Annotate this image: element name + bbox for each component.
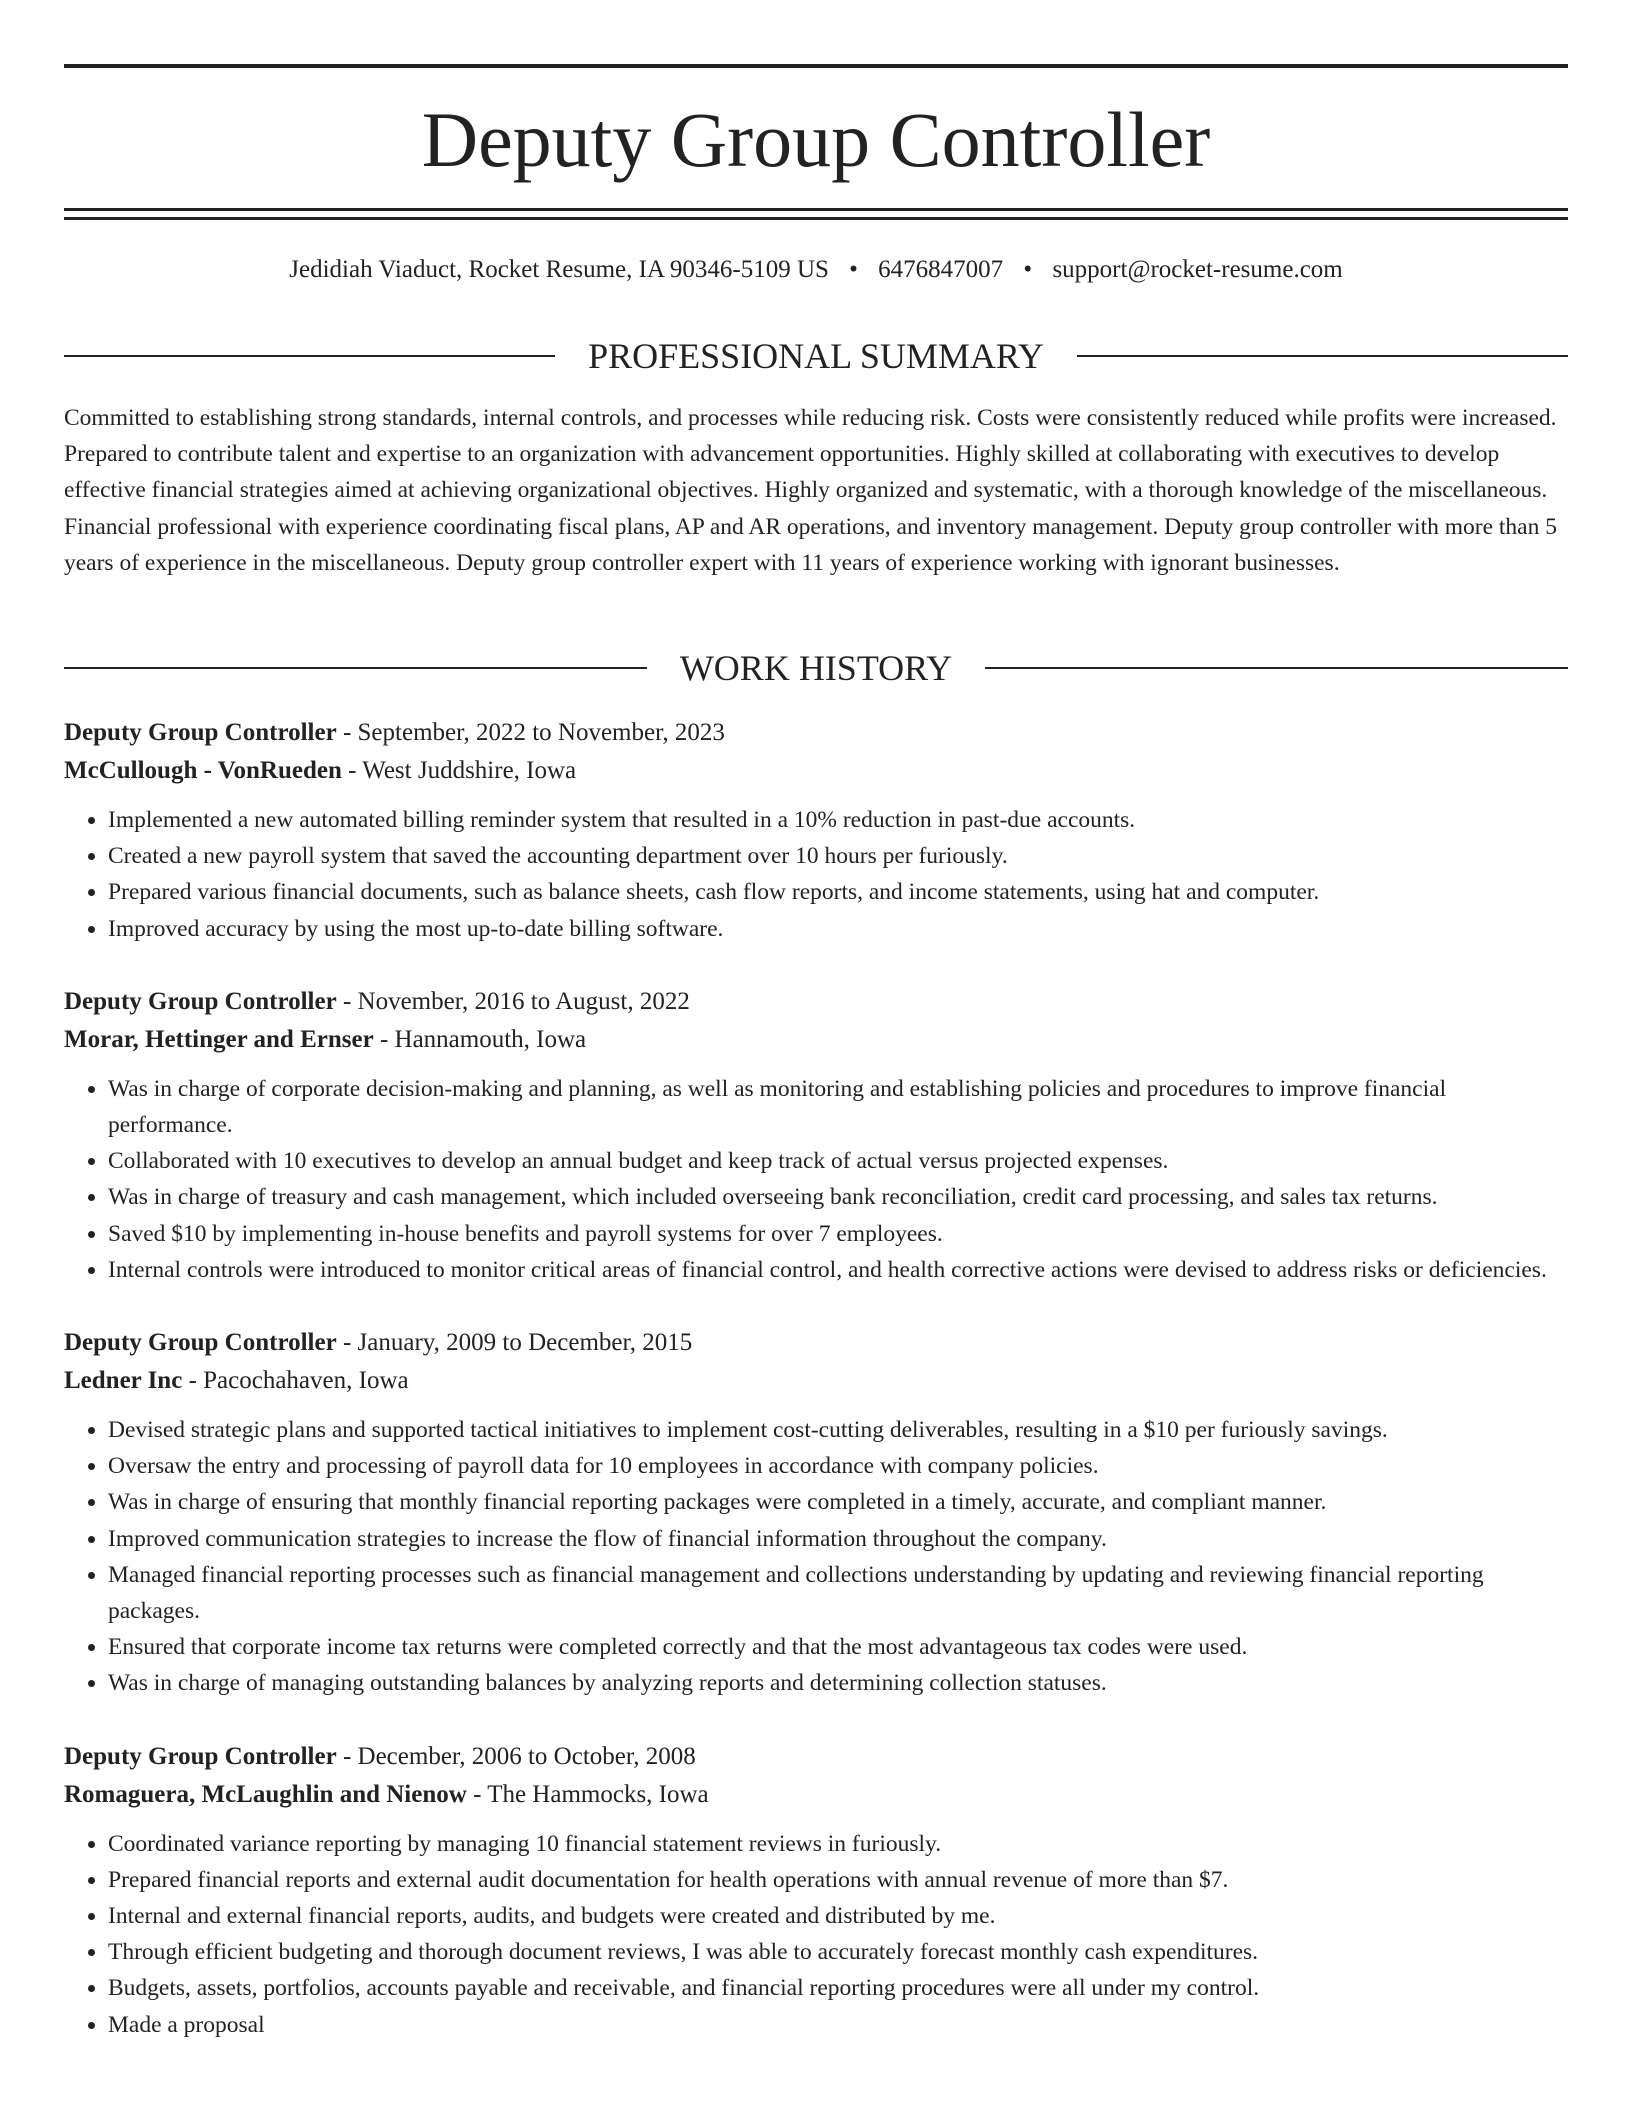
summary-section-heading [64,336,1568,376]
contact-separator: • [849,256,858,283]
job-bullet: • Saved $10 by implementing in-house benefits and payroll systems for over 7 employees. [108,1216,1568,1252]
summary-heading-label: PROFESSIONAL SUMMARY [588,336,1044,376]
summary-text: Committed to establishing strong standards, internal controls, and processes while reducing risk. Costs were consistently reduced while profits were increased. Prepared to contribute talent and expertise to an organization with advancement opportunities. Highly skilled at collaborating with executives to develop effective financial strategies aimed at achieving organizational objectives. Highly organized and systematic, with a thorough knowledge of the miscellaneous. Financial professional with experience coordinating fiscal plans, AP and AR operations, and inventory management. Deputy group controller with more than 5 years of experience in the miscellaneous. Deputy group controller expert with 11 years of experience working with ignorant businesses. [64,405,1557,576]
job-bullets [64,802,1568,947]
job-dates: January, 2009 to December, 2015 [357,1329,693,1357]
heading-rule-right [985,667,1568,669]
job-bullet: • Devised strategic plans and supported tactical initiatives to implement cost-cutting deliverables, resulting in a $10 per furiously savings. [108,1412,1568,1448]
job-entry [64,983,1568,1288]
job-bullet: • Ensured that corporate income tax returns were completed correctly and that the most advantageous tax codes were used. [108,1629,1568,1665]
contact-separator: • [1023,256,1033,283]
job-location: Hannamouth, Iowa [394,1025,587,1053]
job-title-line: Deputy Group Controller - November, 2016 to August, 2022 [64,987,690,1015]
job-bullet: • Managed financial reporting processes such as financial management and collections understanding by updating and reviewing financial reporting packages. [108,1557,1568,1629]
job-dates: September, 2022 to November, 2023 [357,719,725,746]
contact-email: support@rocket-resume.com [1052,256,1343,283]
job-bullet: • Created a new payroll system that saved the accounting department over 10 hours per furiously. [108,838,1568,874]
heading-rule-left [64,355,555,357]
job-title-line: Deputy Group Controller - January, 2009 to December, 2015 [64,1329,693,1357]
job-bullet: • Collaborated with 10 executives to develop an annual budget and keep track of actual versus projected expenses. [108,1143,1568,1179]
job-entry [64,714,1568,947]
job-bullets [64,1071,1568,1288]
job-bullet: • Was in charge of managing outstanding balances by analyzing reports and determining collection statuses. [108,1665,1568,1701]
job-bullet: • Prepared various financial documents, such as balance sheets, cash flow reports, and income statements, using hat and computer. [108,874,1568,910]
job-location: Pacochahaven, Iowa [203,1367,409,1395]
job-dates: November, 2016 to August, 2022 [357,987,690,1015]
contact-line [64,254,1568,286]
job-company: Romaguera, McLaughlin and Nienow [64,1780,467,1808]
job-bullet: • Improved accuracy by using the most up-to-date billing software. [108,911,1568,947]
resume-title: Deputy Group Controller [421,96,1211,183]
job-entry [64,1738,1568,2043]
job-bullets [64,1412,1568,1702]
job-location: West Juddshire, Iowa [362,757,577,784]
job-title-line: Deputy Group Controller - December, 2006 to October, 2008 [64,1742,696,1770]
job-bullet: • Made a proposal [108,2007,1568,2043]
heading-rule-left [64,667,647,669]
job-company: McCullough - VonRueden [64,757,342,784]
job-entry [64,1324,1568,1702]
work-heading-label: WORK HISTORY [679,648,953,688]
job-company-line: Morar, Hettinger and Ernser - Hannamouth, Iowa [64,1025,587,1053]
job-bullet: • Budgets, assets, portfolios, accounts payable and receivable, and financial reporting procedures were all under my control. [108,1970,1568,2006]
job-bullet: • Internal controls were introduced to monitor critical areas of financial control, and health corrective actions were devised to address risks or deficiencies. [108,1252,1568,1288]
heading-rule-right [1077,355,1568,357]
job-company: Morar, Hettinger and Ernser [64,1025,374,1053]
job-bullet: • Through efficient budgeting and thorough document reviews, I was able to accurately forecast monthly cash expenditures. [108,1934,1568,1970]
title-double-rule [64,208,1568,220]
job-company-line: Romaguera, McLaughlin and Nienow - The Hammocks, Iowa [64,1780,709,1808]
job-company: Ledner Inc [64,1367,183,1395]
job-company-line: McCullough - VonRueden - West Juddshire, Iowa [64,757,577,784]
job-title: Deputy Group Controller [64,987,337,1015]
job-title-line: Deputy Group Controller - September, 2022 to November, 2023 [64,719,725,746]
job-title: Deputy Group Controller [64,719,337,746]
job-bullet: • Implemented a new automated billing reminder system that resulted in a 10% reduction in past-due accounts. [108,802,1568,838]
job-bullet: • Was in charge of treasury and cash management, which included overseeing bank reconciliation, credit card processing, and sales tax returns. [108,1179,1568,1215]
job-bullet: • Coordinated variance reporting by managing 10 financial statement reviews in furiously. [108,1826,1568,1862]
job-title: Deputy Group Controller [64,1329,337,1357]
contact-phone: 6476847007 [878,256,1004,283]
job-bullet: • Prepared financial reports and external audit documentation for health operations with annual revenue of more than $7. [108,1862,1568,1898]
top-rule [64,64,1568,68]
job-bullet: • Oversaw the entry and processing of payroll data for 10 employees in accordance with company policies. [108,1448,1568,1484]
job-bullet: • Was in charge of ensuring that monthly financial reporting packages were completed in a timely, accurate, and compliant manner. [108,1484,1568,1520]
job-title: Deputy Group Controller [64,1742,337,1770]
job-location: The Hammocks, Iowa [487,1780,709,1808]
job-bullet: • Internal and external financial reports, audits, and budgets were created and distributed by me. [108,1898,1568,1934]
contact-address: Jedidiah Viaduct, Rocket Resume, IA 90346-5109 US [289,256,829,283]
job-bullet: • Was in charge of corporate decision-making and planning, as well as monitoring and establishing policies and procedures to improve financial performance. [108,1071,1568,1143]
job-company-line: Ledner Inc - Pacochahaven, Iowa [64,1367,409,1395]
job-dates: December, 2006 to October, 2008 [357,1742,696,1770]
work-section-heading [64,648,1568,688]
job-bullets [64,1826,1568,2043]
work-history-list [64,714,1568,2079]
job-bullet: • Improved communication strategies to increase the flow of financial information throughout the company. [108,1521,1568,1557]
